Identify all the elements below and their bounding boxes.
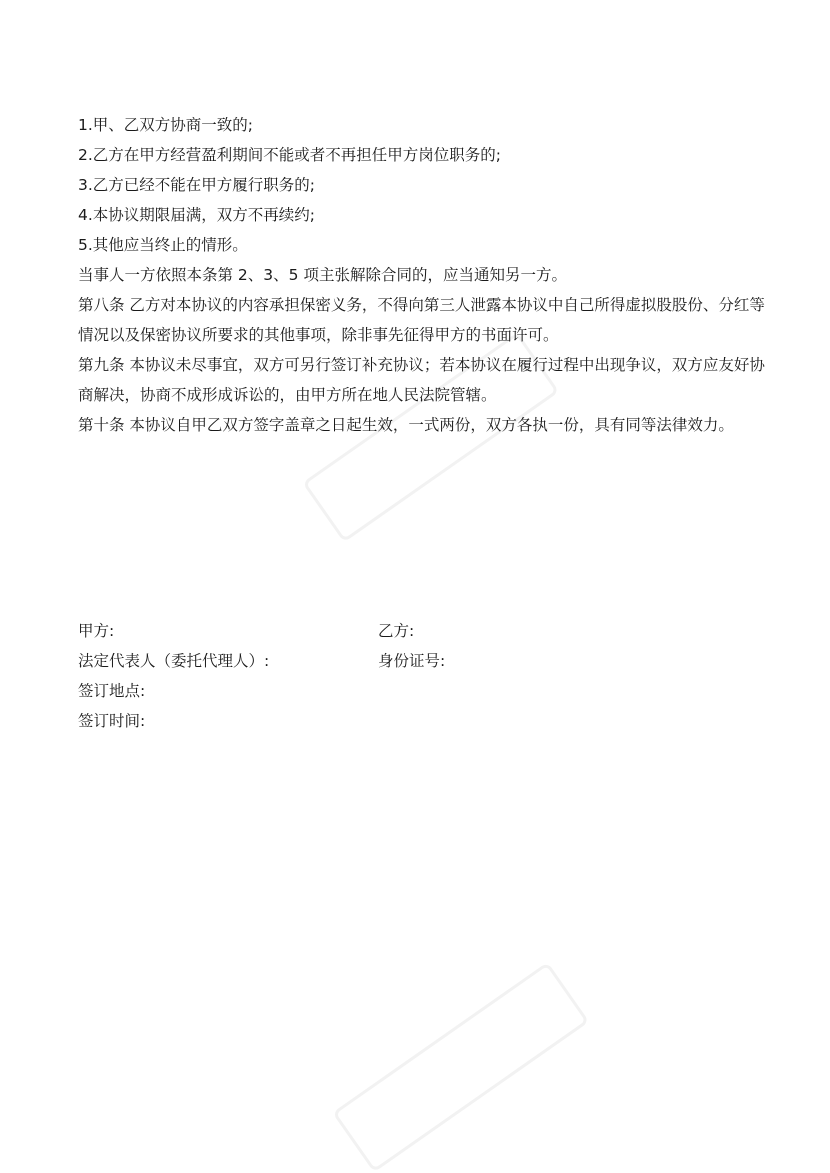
agreement-body [78, 110, 768, 440]
sign-place-label: 签订地点: [78, 682, 146, 700]
signature-block [78, 616, 768, 736]
signature-row-place [78, 676, 768, 706]
signature-row-parties [78, 616, 768, 646]
clause-3: 3.乙方已经不能在甲方履行职务的; [78, 176, 316, 194]
article-9: 第九条 本协议未尽事宜，双方可另行签订补充协议；若本协议在履行过程中出现争议，双方应友好协商解决，协商不成形成诉讼的，由甲方所在地人民法院管辖。 [78, 356, 765, 404]
legal-rep-label: 法定代表人（委托代理人）: [78, 652, 270, 670]
signature-row-time [78, 706, 768, 736]
party-b-label: 乙方: [378, 622, 415, 640]
signature-row-rep [78, 646, 768, 676]
article-10: 第十条 本协议自甲乙双方签字盖章之日起生效，一式两份，双方各执一份，具有同等法律效力。 [78, 416, 734, 434]
clause-2: 2.乙方在甲方经营盈利期间不能或者不再担任甲方岗位职务的; [78, 146, 502, 164]
id-number-label: 身份证号: [378, 652, 446, 670]
clause-4: 4.本协议期限届满，双方不再续约; [78, 206, 316, 224]
termination-notice: 当事人一方依照本条第 2、3、5 项主张解除合同的，应当通知另一方。 [78, 266, 567, 284]
sign-time-label: 签订时间: [78, 712, 146, 730]
party-a-label: 甲方: [78, 622, 115, 640]
clause-5: 5.其他应当终止的情形。 [78, 236, 248, 254]
clause-1: 1.甲、乙双方协商一致的; [78, 116, 254, 134]
article-8: 第八条 乙方对本协议的内容承担保密义务，不得向第三人泄露本协议中自己所得虚拟股股份、分红等情况以及保密协议所要求的其他事项，除非事先征得甲方的书面许可。 [78, 296, 765, 344]
